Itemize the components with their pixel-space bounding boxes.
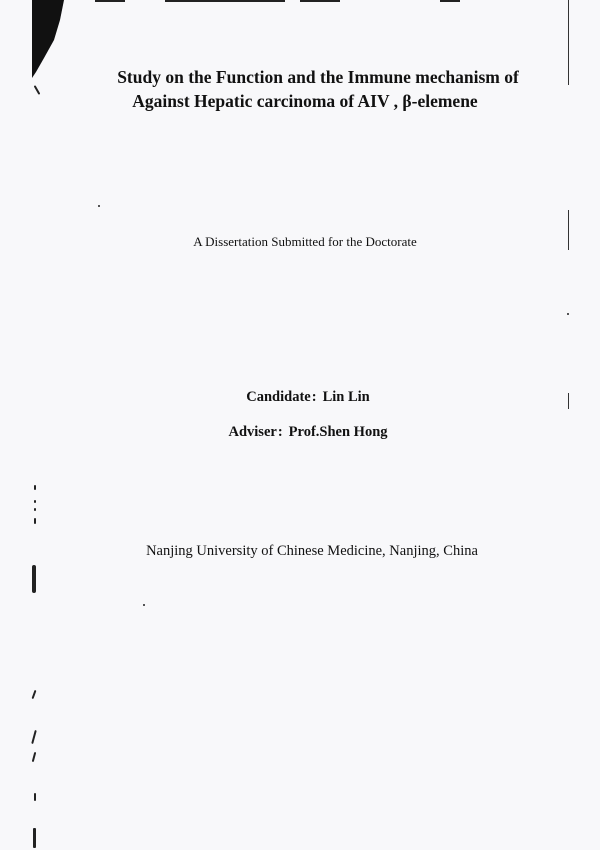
scan-speck bbox=[567, 313, 569, 315]
dissertation-subtitle: A Dissertation Submitted for the Doctorate bbox=[193, 234, 417, 249]
scan-speck bbox=[34, 500, 36, 503]
scan-speck bbox=[32, 690, 37, 699]
scan-top-rule bbox=[165, 0, 285, 2]
scan-speck bbox=[143, 604, 145, 606]
scan-top-rule bbox=[440, 0, 460, 2]
scan-speck bbox=[34, 485, 36, 490]
scan-top-rule bbox=[300, 0, 340, 2]
adviser-line bbox=[0, 424, 600, 441]
university-affiliation: Nanjing University of Chinese Medicine, Nanjing, China bbox=[146, 543, 478, 559]
scan-speck bbox=[98, 205, 100, 207]
candidate-line bbox=[0, 389, 600, 406]
scan-speck bbox=[33, 828, 36, 848]
adviser-separator: : bbox=[277, 424, 283, 440]
candidate-name: Lin Lin bbox=[322, 389, 370, 405]
adviser-name: Prof.Shen Hong bbox=[288, 424, 388, 440]
dissertation-title-line-2: Against Hepatic carcinoma of AIV , β-elemene bbox=[132, 91, 478, 111]
adviser-label: Adviser bbox=[228, 424, 277, 440]
scan-speck bbox=[32, 752, 37, 762]
scan-top-rule bbox=[95, 0, 125, 2]
candidate-separator: : bbox=[311, 389, 317, 405]
scan-speck bbox=[32, 565, 36, 593]
dissertation-title-line-1: Study on the Function and the Immune mechanism of bbox=[117, 67, 519, 87]
candidate-label: Candidate bbox=[246, 389, 311, 405]
scan-speck bbox=[31, 730, 37, 744]
scan-speck bbox=[34, 793, 36, 801]
scan-speck bbox=[34, 518, 36, 524]
scan-speck bbox=[34, 508, 36, 511]
